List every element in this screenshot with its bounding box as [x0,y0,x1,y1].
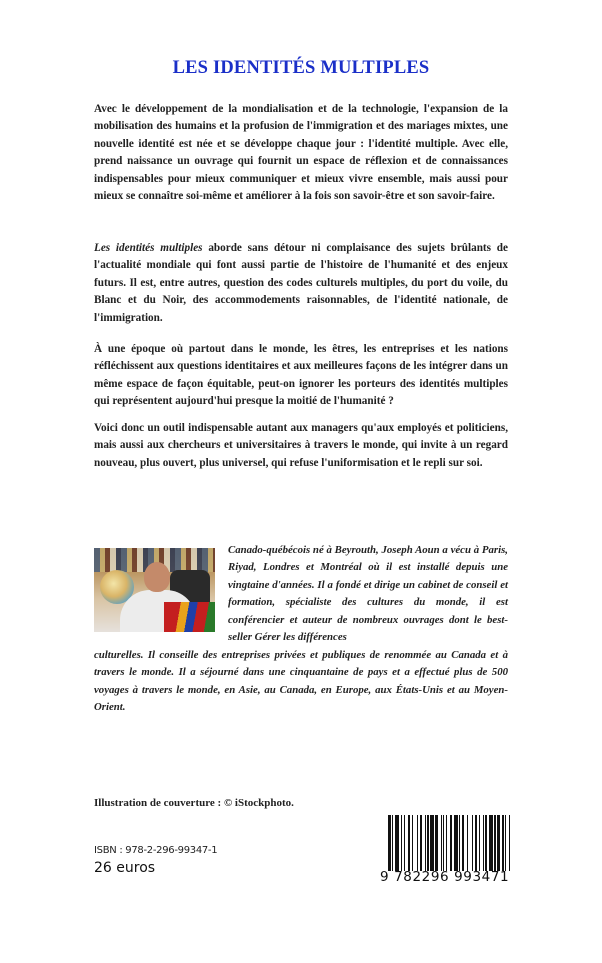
isbn: ISBN : 978-2-296-99347-1 [94,845,218,856]
author-photo [94,548,215,632]
paragraph-question: À une époque où partout dans le monde, les êtres, les entreprises et les nations réfléchissent aux questions identitaires et aux meilleures façons de les intégrer dans un même espace de façon équitable, peut-on ignorer les porteurs des identités multiples qui représentent aujourd'hui presque la moitié de l'humanité ? [94,343,508,408]
author-bio-side: Canado-québécois né à Beyrouth, Joseph Aoun a vécu à Paris, Riyad, Londres et Montréal où il est installé depuis une vingtaine d'années. Il a fondé et dirige un cabinet de conseil et formation, spécialiste des cultures du monde, il est conférencier et auteur de nombreux ouvrages dont le best-seller Gérer les différences [228,544,508,644]
price: 26 euros [94,860,156,876]
flags-graphic [164,602,215,632]
paragraph-topics-text: aborde sans détour ni complaisance des sujets brûlants de l'actualité mondiale qui font aussi partie de l'histoire de l'humanité et des enjeux futurs. Il est, entre autres, question des codes culturels multiples, du port du voile, du Blanc et du Noir, des accommodements raisonnables, de l'identité nationale, de l'immigration. [94,242,508,324]
book-title: LES IDENTITÉS MULTIPLES [172,58,430,78]
barcode-bar [510,815,511,871]
person-head-graphic [144,562,170,592]
author-bio-continued: culturelles. Il conseille des entreprises privées et publiques de renommée au Canada et à travers le monde. Il a séjourné dans une cinquantaine de pays et a effectué plus de 500 voyages à travers le monde, en Asie, au Canada, en Europe, aux États-Unis et au Moyen-Orient. [94,649,508,714]
paragraph-topics [94,240,508,327]
cover-credit: Illustration de couverture : © iStockphoto. [94,797,294,809]
paragraph-intro: Avec le développement de la mondialisation et de la technologie, l'expansion de la mobilisation des humains et la profusion de l'immigration et des mariages mixtes, une nouvelle identité est née et se développe chaque jour : l'identité multiple. Avec elle, prend naissance un ouvrage qui fournit un espace de réflexion et de connaissances indispensables pour mieux communiquer et mieux vivre ensemble, mais aussi pour mieux se connaître soi-même et améliorer à la fois son savoir-être et son savoir-faire. [94,103,508,203]
barcode [388,815,512,871]
book-title-italic: Les identités multiples [94,242,203,254]
barcode-digits: 9 782296 993471 [380,869,510,885]
paragraph-conclusion: Voici donc un outil indispensable autant aux managers qu'aux employés et politiciens, mais aussi aux chercheurs et universitaires à travers le monde, qui invite à un regard nouveau, plus ouvert, plus universel, qui refuse l'uniformisation et le repli sur soi. [94,422,508,469]
